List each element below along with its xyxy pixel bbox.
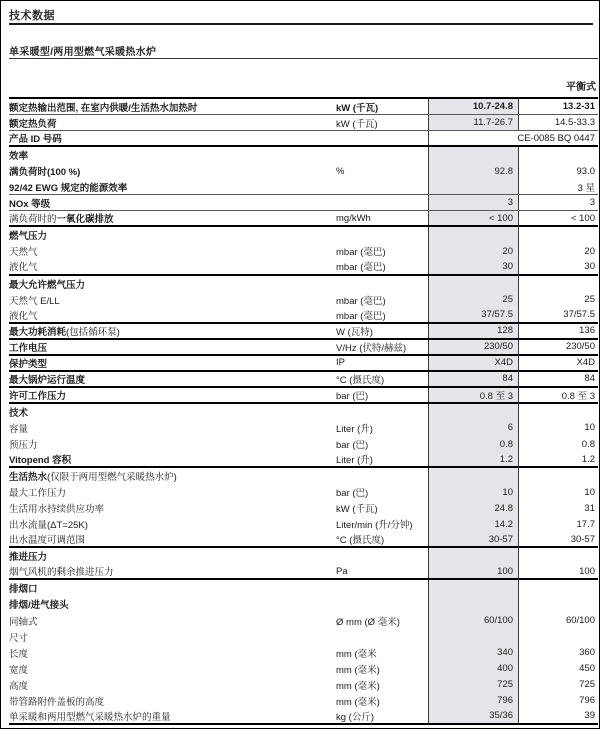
row-value-balanced-2: 25 [518, 292, 598, 308]
row-value-balanced-2: 1.2 [518, 452, 598, 466]
row-value-balanced-1 [428, 468, 518, 484]
table-row [9, 516, 598, 532]
row-label [9, 596, 336, 612]
row-value-balanced-1: 60/100 [428, 613, 518, 629]
table-row [9, 388, 598, 404]
row-label-text: 容量 [9, 423, 29, 435]
table-row [9, 276, 598, 292]
row-unit: °C (摄氏度) [336, 535, 385, 547]
row-label-text: 额定热输出范围, 在室内供暖/生活热水加热时 [9, 102, 198, 114]
row-value-balanced-2: 136 [518, 324, 598, 338]
row-label-text: 排烟/进气接头 [9, 600, 69, 612]
row-label-text: 宽度 [9, 664, 29, 676]
row-value-balanced-1: 0.8 [428, 436, 518, 452]
row-unit: bar (巴) [336, 390, 369, 402]
row-label [9, 645, 336, 661]
row-label-text: 带管路附件盖板的高度 [9, 696, 105, 708]
row-label-text: 生活热水 [9, 472, 48, 484]
row-value-balanced-2: 0.8 至 3 [518, 388, 598, 402]
row-label [9, 99, 336, 114]
technical-data-table [9, 59, 598, 725]
row-label [9, 227, 336, 243]
row-label [9, 115, 336, 130]
table-row [9, 308, 598, 324]
table-row [9, 548, 598, 564]
row-value-balanced-2: 0.8 [518, 436, 598, 452]
row-label [9, 484, 336, 500]
row-value-balanced-1: 35/36 [428, 709, 518, 723]
row-label-text: 排烟口 [9, 584, 38, 596]
row-label-text: 烟气风机的剩余推进压力 [9, 567, 114, 579]
row-unit: mm (毫米) [336, 664, 380, 676]
row-value-balanced-2: 3 [518, 195, 598, 210]
row-value-balanced-2: 14.5-33.3 [518, 115, 598, 130]
row-unit [336, 580, 428, 596]
row-unit: % [336, 165, 345, 177]
row-label [9, 211, 336, 225]
row-value-balanced-1: 796 [428, 693, 518, 709]
row-value-balanced-1: 24.8 [428, 500, 518, 516]
row-value-balanced-1: 20 [428, 243, 518, 259]
row-label [9, 629, 336, 645]
row-label [9, 163, 336, 179]
row-value-balanced-1: 14.2 [428, 516, 518, 532]
row-unit: kg (公斤) [336, 711, 375, 723]
row-label-text: 工作电压 [9, 342, 48, 354]
row-label [9, 516, 336, 532]
row-unit: Liter (升) [336, 423, 373, 435]
row-label-text: 出水流量(ΔT=25K) [9, 520, 88, 532]
row-label-text: (仅限于两用型燃气采暖热水炉) [47, 472, 177, 484]
row-unit: bar (巴) [336, 488, 369, 500]
row-value-balanced-2: 450 [518, 661, 598, 677]
row-label-text: 单采暖和两用型燃气采暖热水炉的重量 [9, 711, 171, 723]
row-value-balanced-1: < 100 [428, 211, 518, 225]
row-value-balanced-1: 3 [428, 195, 518, 210]
row-value-balanced-1: 1.2 [428, 452, 518, 466]
row-unit: mm (毫米) [336, 680, 380, 692]
row-value-balanced-1: 10 [428, 484, 518, 500]
row-unit [336, 131, 428, 145]
table-row [9, 356, 598, 372]
row-label-text: 尺寸 [9, 632, 29, 644]
row-label-text: 液化气 [9, 310, 38, 322]
row-label-text: 最大工作压力 [9, 488, 67, 500]
table-row [9, 709, 598, 725]
table-row [9, 580, 598, 596]
row-unit: mg/kWh [336, 212, 371, 224]
row-unit: IP [336, 357, 345, 369]
row-value-balanced-2: 84 [518, 372, 598, 386]
row-value-balanced-1: 37/57.5 [428, 308, 518, 322]
row-value-balanced-2: 30 [518, 259, 598, 273]
row-value-balanced-1 [428, 548, 518, 564]
row-label-text: 许可工作压力 [9, 390, 67, 402]
row-value-balanced-2: 60/100 [518, 613, 598, 629]
row-unit [336, 179, 428, 194]
row-value-balanced-2: 93.0 [518, 163, 598, 179]
row-label [9, 548, 336, 564]
row-value-balanced-1: 84 [428, 372, 518, 386]
row-unit: kW (千瓦) [336, 102, 379, 114]
row-unit [336, 195, 428, 210]
row-value-balanced-1: 230/50 [428, 340, 518, 354]
row-value-balanced-2: 37/57.5 [518, 308, 598, 322]
row-unit: mm (毫米) [336, 696, 380, 708]
row-unit: mbar (毫巴) [336, 262, 386, 274]
table-row [9, 564, 598, 580]
row-value-balanced-1: 400 [428, 661, 518, 677]
row-value-balanced-1 [428, 629, 518, 645]
row-label [9, 356, 336, 370]
row-value-balanced-1 [428, 179, 518, 194]
row-value-balanced-2: 230/50 [518, 340, 598, 354]
table-row [9, 629, 598, 645]
row-unit [336, 276, 428, 292]
row-label-text: 满负荷时的 [9, 214, 57, 226]
row-label [9, 532, 336, 546]
row-unit: kW (千瓦) [336, 118, 378, 130]
row-label-text: 天然气 E/LL [9, 295, 60, 307]
table-row [9, 596, 598, 612]
row-unit: mbar (毫巴) [336, 247, 386, 259]
row-unit: °C (摄氏度) [336, 374, 385, 386]
table-row [9, 661, 598, 677]
table-row [9, 147, 598, 163]
row-value-balanced-2: 10 [518, 420, 598, 436]
row-value-balanced-1 [428, 276, 518, 292]
table-row [9, 693, 598, 709]
row-value-balanced-1: 725 [428, 677, 518, 693]
row-unit: kW (千瓦) [336, 504, 378, 516]
row-value-balanced-1 [428, 147, 518, 163]
row-label-text: NOx 等级 [9, 198, 51, 210]
row-value-balanced-1 [428, 596, 518, 612]
row-value-balanced-2 [518, 548, 598, 564]
row-label-text: 推进压力 [9, 552, 48, 564]
table-row [9, 677, 598, 693]
row-label [9, 276, 336, 292]
row-label-text: 长度 [9, 648, 29, 660]
row-unit: V/Hz (伏特/赫兹) [336, 342, 407, 354]
row-label [9, 677, 336, 693]
table-row [9, 259, 598, 275]
row-label-text: 天然气 [9, 247, 38, 259]
row-label-text: 产品 ID 号码 [9, 134, 62, 146]
row-unit [336, 468, 428, 484]
row-value-balanced-2: 20 [518, 243, 598, 259]
row-value-balanced-1: 30 [428, 259, 518, 273]
table-row [9, 115, 598, 131]
table-row [9, 500, 598, 516]
row-value-balanced-2 [518, 468, 598, 484]
row-label [9, 372, 336, 386]
table-row [9, 131, 598, 147]
row-unit: Liter (升) [336, 455, 373, 467]
table-body [9, 99, 598, 725]
row-value-balanced-1: 92.8 [428, 163, 518, 179]
row-label [9, 693, 336, 709]
row-label [9, 131, 336, 145]
row-label [9, 420, 336, 436]
row-unit [336, 147, 428, 163]
row-value-balanced-2: X4D [518, 356, 598, 370]
row-value-balanced-1: 30-57 [428, 532, 518, 546]
row-label-text: 液化气 [9, 262, 38, 274]
row-value-balanced-2 [518, 596, 598, 612]
row-unit: mm (毫米 [336, 648, 377, 660]
table-row [9, 645, 598, 661]
row-unit: mbar (毫巴) [336, 310, 386, 322]
row-label-text: 满负荷时(100 %) [9, 167, 81, 179]
row-label [9, 324, 336, 338]
table-row [9, 436, 598, 452]
row-value-balanced-2: 13.2-31 [518, 99, 598, 114]
column-header-row [9, 59, 598, 99]
row-value-balanced-1 [428, 580, 518, 596]
row-value-balanced-1: 10.7-24.8 [428, 99, 518, 114]
row-value-balanced-1: 6 [428, 420, 518, 436]
row-value-balanced-2: 725 [518, 677, 598, 693]
row-value-balanced-2 [518, 580, 598, 596]
table-row [9, 324, 598, 340]
row-label-text: 最大功耗消耗 [9, 326, 67, 338]
row-unit: bar (巴) [336, 440, 369, 451]
row-label-text: 92/42 EWG 规定的能源效率 [9, 182, 128, 194]
row-label-text: 高度 [9, 680, 29, 692]
section-title: 单采暖型/两用型燃气采暖热水炉 [9, 47, 157, 58]
row-label [9, 243, 336, 259]
table-row [9, 468, 598, 484]
row-value-balanced-1: 11.7-26.7 [428, 115, 518, 130]
row-value-balanced-2: 3 星 [518, 179, 598, 194]
row-value-balanced-1: 340 [428, 645, 518, 661]
table-row [9, 292, 598, 308]
table-row [9, 227, 598, 243]
row-label [9, 195, 336, 210]
row-unit: Liter/min (升/分钟) [336, 520, 413, 532]
row-label [9, 564, 336, 578]
table-row [9, 484, 598, 500]
row-unit: Ø mm (Ø 毫米) [336, 616, 400, 628]
row-value-balanced-2: 30-57 [518, 532, 598, 546]
row-label [9, 709, 336, 723]
row-label [9, 388, 336, 402]
row-label-text: 同轴式 [9, 616, 38, 628]
row-label-text: 保护类型 [9, 358, 48, 370]
row-label [9, 292, 336, 308]
row-unit [336, 404, 428, 420]
row-label [9, 468, 336, 484]
table-row [9, 452, 598, 468]
row-value-balanced-1: X4D [428, 356, 518, 370]
row-label-text: 效率 [9, 151, 29, 163]
row-label-text: 生活用水持续供应功率 [9, 504, 105, 516]
row-label-text: 技术 [9, 407, 29, 419]
page-title: 技术数据 [9, 10, 55, 22]
row-unit [336, 548, 428, 564]
row-label-text: 额定热负荷 [9, 118, 57, 130]
row-label [9, 259, 336, 273]
row-label-text: 一氧化碳排放 [56, 214, 114, 226]
row-value-balanced-2: 17.7 [518, 516, 598, 532]
row-value-balanced-2: 10 [518, 484, 598, 500]
row-label [9, 452, 336, 466]
row-unit [336, 596, 428, 612]
row-value-balanced-2 [518, 276, 598, 292]
row-unit: W (瓦特) [336, 326, 373, 338]
table-row [9, 211, 598, 227]
table-row [9, 420, 598, 436]
row-label-text: 最大锅炉运行温度 [9, 374, 86, 386]
row-label [9, 661, 336, 677]
row-label [9, 340, 336, 354]
row-value-balanced-1: 25 [428, 292, 518, 308]
row-value-span: CE-0085 BQ 0447 [428, 131, 598, 145]
row-label [9, 436, 336, 452]
row-value-balanced-1: 128 [428, 324, 518, 338]
row-label [9, 308, 336, 322]
row-value-balanced-1 [428, 404, 518, 420]
row-label-text: 最大允许燃气压力 [9, 279, 86, 291]
row-label [9, 179, 336, 194]
table-row [9, 179, 598, 195]
row-value-balanced-2 [518, 147, 598, 163]
title-rule [9, 23, 593, 25]
table-row [9, 243, 598, 259]
row-label-text: (包括循环泵) [66, 326, 120, 338]
table-row [9, 613, 598, 629]
table-row [9, 372, 598, 388]
row-value-balanced-2: 39 [518, 709, 598, 723]
row-value-balanced-2 [518, 629, 598, 645]
row-value-balanced-1: 0.8 至 3 [428, 388, 518, 402]
row-unit [336, 227, 428, 243]
table-row [9, 195, 598, 211]
row-label-text: Vitopend 容积 [9, 455, 72, 467]
row-value-balanced-2: 796 [518, 693, 598, 709]
row-value-balanced-1 [428, 227, 518, 243]
table-row [9, 99, 598, 115]
table-row [9, 404, 598, 420]
row-label-text: 出水温度可调范围 [9, 535, 86, 547]
row-label-text: 燃气压力 [9, 231, 48, 243]
row-value-balanced-2: 360 [518, 645, 598, 661]
table-row [9, 340, 598, 356]
row-label [9, 147, 336, 163]
row-value-balanced-2: < 100 [518, 211, 598, 225]
row-label [9, 500, 336, 516]
row-value-balanced-2 [518, 404, 598, 420]
row-label [9, 613, 336, 629]
row-value-balanced-2: 100 [518, 564, 598, 578]
balanced-type-column-header: 平衡式 [566, 82, 596, 93]
row-unit: mbar (毫巴) [336, 295, 386, 307]
row-value-balanced-2 [518, 227, 598, 243]
row-label [9, 580, 336, 596]
row-unit [336, 629, 428, 645]
table-row [9, 532, 598, 548]
row-label [9, 404, 336, 420]
row-label-text: 预压力 [9, 440, 38, 451]
row-value-balanced-2: 31 [518, 500, 598, 516]
row-unit: Pa [336, 565, 348, 577]
row-value-balanced-1: 100 [428, 564, 518, 578]
table-row [9, 163, 598, 179]
